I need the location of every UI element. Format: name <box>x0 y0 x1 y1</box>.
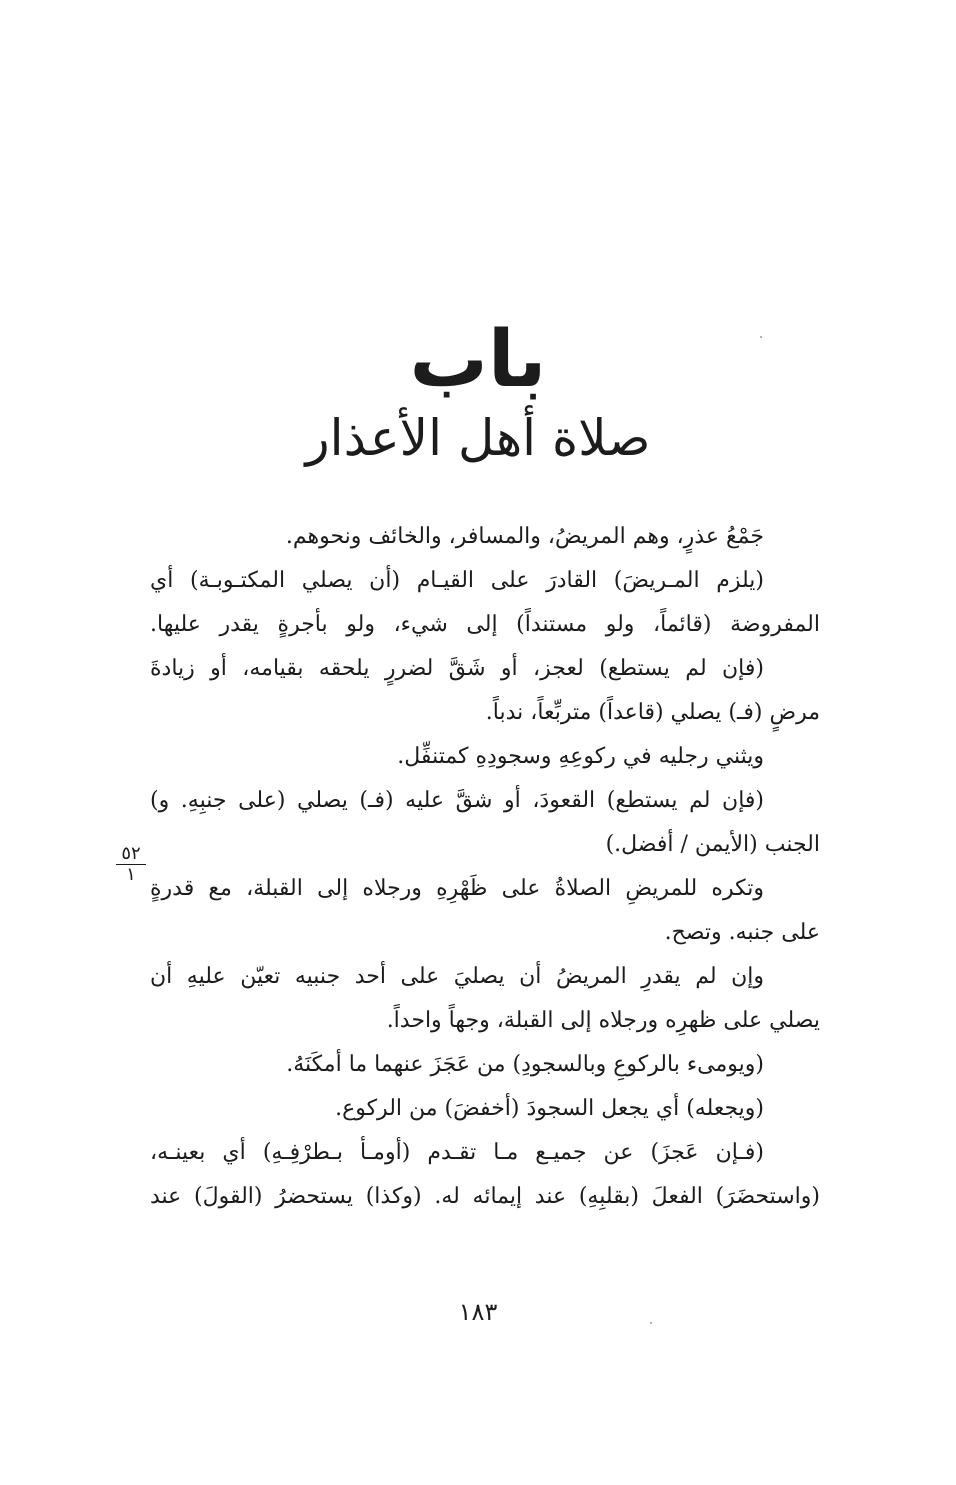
page-number: ١٨٣ <box>458 1298 498 1326</box>
text-line: (واستحضَرَ) الفعلَ (بقلبِهِ) عند إيمائه له. (وكذا) يستحضرُ (القولَ) عند <box>150 1184 820 1209</box>
text-line: (فإن لم يستطع) لعجز، أو شَقَّ لضررٍ يلحقه بقيامه، أو زيادةَ <box>150 656 764 681</box>
scan-speck <box>760 336 762 338</box>
text-line: جَمْعُ عذرٍ، وهم المريضُ، والمسافر، والخائف ونحوهم. <box>285 524 764 549</box>
text-line: وإن لم يقدرِ المريضُ أن يصليَ على أحد جنبيه تعيّن عليهِ أن <box>150 964 764 989</box>
margin-reference-numerator: ٥٢ <box>116 845 146 865</box>
text-line: يصلي على ظهرِه ورجلاه إلى القبلة، وجهاً واحداً. <box>386 1008 820 1033</box>
text-line: المفروضة (قائماً، ولو مستنداً) إلى شيء، ولو بأجرةٍ يقدر عليها. <box>150 612 820 637</box>
body-text <box>150 515 820 1219</box>
text-line: الجنب (الأيمن / أفضل.) <box>605 832 820 857</box>
scan-speck <box>650 1322 652 1324</box>
text-line: ويثني رجليه في ركوعِهِ وسجودِهِ كمتنفِّل. <box>397 744 764 769</box>
text-line: (فـإن عَجزَ) عن جميـع مـا تقـدم (أومـأ بـطرْفِـهِ) أي بعينـه، <box>150 1140 764 1165</box>
text-line: وتكره للمريضِ الصلاةُ على ظَهْرِهِ ورجلاه إلى القبلة، مع قدرةٍ <box>150 876 764 901</box>
text-line: مرضٍ (فـ) يصلي (قاعداً) متربِّعاً، ندباً. <box>485 700 820 725</box>
margin-reference <box>116 845 146 884</box>
chapter-word: باب <box>409 315 547 405</box>
text-line: (ويومىء بالركوعِ وبالسجودِ) من عَجَزَ عنهما ما أمكَنَهُ. <box>286 1052 764 1077</box>
text-line: (يلزم المـريضَ) القادرَ على القيـام (أن يصلي المكتـوبـة) أي <box>150 568 764 593</box>
text-line: على جنبه. وتصح. <box>664 920 820 945</box>
margin-reference-denominator: ١ <box>126 864 136 885</box>
chapter-title: صلاة أهل الأعذار <box>305 409 651 467</box>
text-line: (فإن لم يستطع) القعودَ، أو شقَّ عليه (فـ) يصلي (على جنبِهِ. و) <box>150 788 764 813</box>
text-line: (ويجعله) أي يجعل السجودَ (أخفضَ) من الركوع. <box>335 1096 764 1121</box>
